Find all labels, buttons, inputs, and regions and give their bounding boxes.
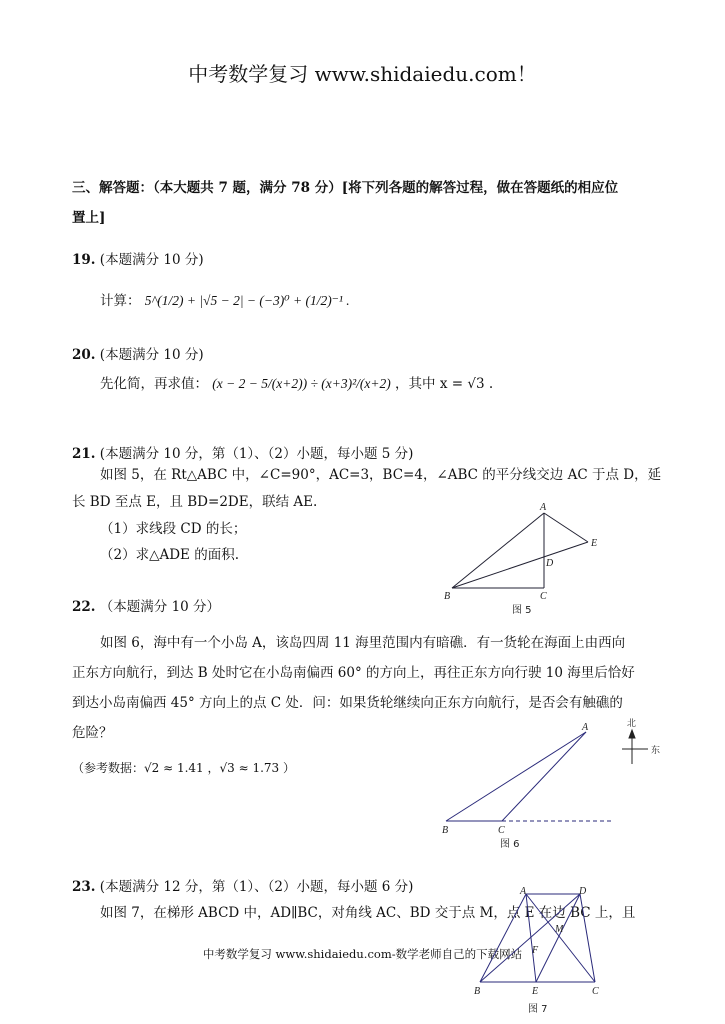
q21-line2: 长 BD 至点 E，且 BD=2DE，联结 AE. [72, 494, 318, 510]
fig6-label-a: A [582, 722, 589, 733]
fig6-compass [622, 730, 648, 764]
page-header: 中考数学复习 www.shidaiedu.com！ [188, 62, 537, 86]
fig5-segment-be [452, 542, 588, 588]
section-title-line2: 置上] [72, 210, 106, 226]
fig6-label-east: 东 [651, 746, 661, 756]
fig6-segment-ba [446, 732, 586, 821]
q21-line1: 如图 5，在 Rt△ABC 中，∠C=90°，AC=3，BC=4，∠ABC 的平分线交边 AC 于点 D，延 [100, 467, 662, 483]
fig5-side-ab [452, 513, 544, 588]
fig7-segment-ae [526, 894, 536, 982]
q20-number: 20. [72, 347, 96, 363]
fig6-caption: 图 6 [500, 839, 520, 850]
fig6-segment-ca [502, 732, 586, 821]
fig7-diagonal-ac [526, 894, 595, 982]
q22-score: （本题满分 10 分） [99, 599, 221, 615]
fig7-label-m: M [555, 924, 564, 935]
q23-number: 23. [72, 879, 96, 895]
fig5-label-a: A [540, 502, 547, 513]
q19-prompt: 计算： [100, 293, 141, 309]
q19-heading [72, 250, 204, 270]
q21-number: 21. [72, 446, 96, 462]
fig7-label-c: C [592, 986, 599, 997]
section-title-line1: 三、解答题：（本大题共 7 题，满分 78 分）[将下列各题的解答过程，做在答题纸的相应位 [72, 180, 619, 196]
q19-score: (本题满分 10 分) [99, 252, 204, 268]
q22-reference-data: （参考数据：√2 ≈ 1.41 ，√3 ≈ 1.73 ） [72, 761, 295, 775]
fig6-label-b: B [442, 825, 449, 836]
q21-heading [72, 444, 413, 464]
fig5-label-c: C [540, 591, 547, 602]
fig5-segment-ae [544, 513, 588, 542]
q22-line3: 到达小岛南偏西 45° 方向上的点 C 处．问：如果货轮继续向正东方向航行，是否会有触礁的 [72, 695, 623, 711]
q22-line2: 正东方向航行，到达 B 处时它在小岛南偏西 60° 的方向上，再往正东方向行驶 10 海里后恰好 [72, 665, 635, 681]
fig5-caption: 图 5 [512, 605, 532, 616]
q19-body [100, 291, 350, 311]
fig7-label-e: E [532, 986, 539, 997]
q19-number: 19. [72, 252, 96, 268]
fig7-caption: 图 7 [528, 1004, 548, 1015]
q23-heading [72, 877, 413, 897]
q23-line1: 如图 7，在梯形 ABCD 中，AD∥BC，对角线 AC、BD 交于点 M，点 E 在边 BC 上，且 [100, 905, 636, 921]
fig5-label-d: D [546, 558, 554, 569]
fig7-label-a: A [520, 886, 527, 897]
q20-heading [72, 345, 204, 365]
fig6-label-c: C [498, 825, 505, 836]
q19-expression: 5^(1/2) + |√5 − 2| − (−3)⁰ + (1/2)⁻¹ . [144, 293, 350, 308]
figure-6 [436, 716, 668, 852]
q21-sub2: （2）求△ADE 的面积. [100, 547, 239, 563]
q20-prompt: 先化简，再求值： [100, 376, 208, 392]
fig7-segment-de [536, 894, 580, 982]
q21-sub1: （1）求线段 CD 的长； [100, 521, 247, 537]
fig5-label-b: B [444, 591, 451, 602]
figure-5 [440, 500, 620, 618]
figure-7 [470, 886, 610, 1018]
page-footer: 中考数学复习 www.shidaiedu.com-数学老师自己的下载网站 [202, 947, 523, 961]
q21-score: (本题满分 10 分，第（1）、（2）小题，每小题 5 分) [99, 446, 414, 462]
q20-condition: ，其中 x = √3 . [395, 376, 494, 392]
q20-body [100, 374, 493, 394]
q20-expression: (x − 2 − 5/(x+2)) ÷ (x+3)²/(x+2) [212, 376, 391, 391]
fig7-side-dc [580, 894, 595, 982]
q22-heading [72, 597, 220, 617]
fig7-label-d: D [579, 886, 587, 897]
fig7-side-ab [480, 894, 526, 982]
fig5-label-e: E [591, 538, 598, 549]
fig7-label-f: F [532, 945, 539, 956]
fig6-label-north: 北 [627, 719, 637, 729]
q22-number: 22. [72, 599, 96, 615]
q22-line1: 如图 6，海中有一个小岛 A，该岛四周 11 海里范围内有暗礁．有一货轮在海面上由西向 [100, 635, 626, 651]
fig7-diagonal-bd [480, 894, 580, 982]
fig7-label-b: B [474, 986, 481, 997]
q23-score: (本题满分 12 分，第（1）、（2）小题，每小题 6 分) [99, 879, 414, 895]
q22-line4: 危险？ [72, 725, 113, 741]
q20-score: (本题满分 10 分) [99, 347, 204, 363]
